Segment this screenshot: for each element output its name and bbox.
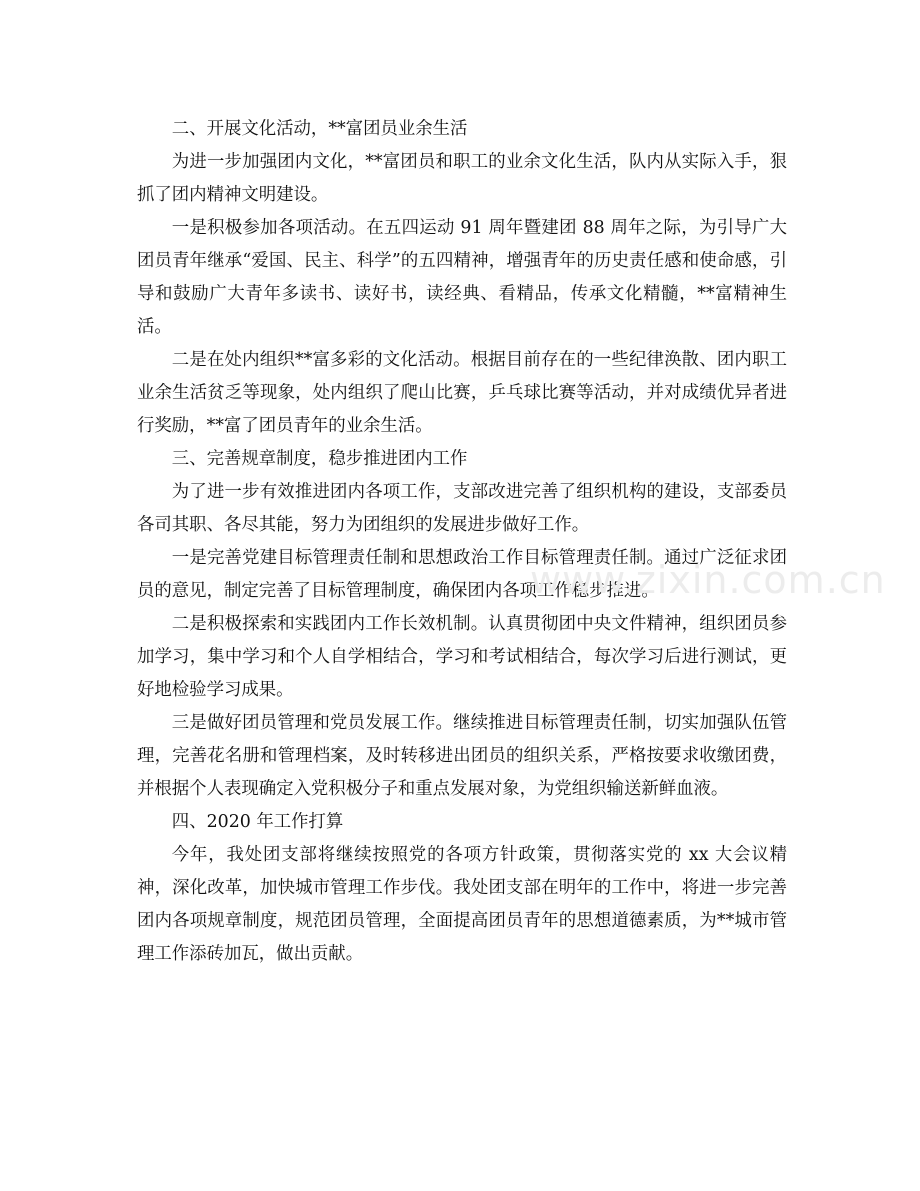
paragraph-mechanism: 二是积极探索和实践团内工作长效机制。认真贯彻团中央文件精神，组织团员参加学习，集中学习和个人自学相结合，学习和考试相结合，每次学习后进行测试，更好地检验学习成果。 <box>137 614 787 700</box>
paragraph-rules-intro: 为了进一步有效推进团内各项工作，支部改进完善了组织机构的建设，支部委员各司其职、各尽其能，努力为团组织的发展进步做好工作。 <box>137 482 787 535</box>
section-heading-plan: 四、2020 年工作打算 <box>171 812 344 832</box>
paragraph-culture-intro: 为进一步加强团内文化，**富团员和职工的业余文化生活，队内从实际入手，狠抓了团内精神文明建设。 <box>137 152 787 205</box>
section-heading-culture: 二、开展文化活动，**富团员业余生活 <box>171 119 468 139</box>
paragraph-activities: 一是积极参加各项活动。在五四运动 91 周年暨建团 88 周年之际，为引导广大团员青年继承“爱国、民主、科学”的五四精神，增强青年的历史责任感和使命感，引导和鼓励广大青年多读书、读好书，读经典、看精品，传承文化精髓，**富精神生活。 <box>137 218 787 337</box>
section-heading-rules: 三、完善规章制度，稳步推进团内工作 <box>171 449 468 469</box>
watermark: www.zixin.com.cn <box>530 558 886 602</box>
document-body <box>137 113 787 971</box>
paragraph-member-management: 三是做好团员管理和党员发展工作。继续推进目标管理责任制，切实加强队伍管理，完善花名册和管理档案，及时转移进出团员的组织关系，严格按要求收缴团费，并根据个人表现确定入党积极分子和重点发展对象，为党组织输送新鲜血液。 <box>137 713 787 799</box>
paragraph-responsibility: 一是完善党建目标管理责任制和思想政治工作目标管理责任制。通过广泛征求团员的意见，制定完善了目标管理制度，确保团内各项工作稳步推进。 <box>137 548 787 601</box>
paragraph-plan: 今年，我处团支部将继续按照党的各项方针政策，贯彻落实党的 xx 大会议精神，深化改革，加快城市管理工作步伐。我处团支部在明年的工作中，将进一步完善团内各项规章制度，规范团员管理，全面提高团员青年的思想道德素质，为**城市管理工作添砖加瓦，做出贡献。 <box>137 845 787 964</box>
paragraph-cultural-events: 二是在处内组织**富多彩的文化活动。根据目前存在的一些纪律涣散、团内职工业余生活贫乏等现象，处内组织了爬山比赛，乒乓球比赛等活动，并对成绩优异者进行奖励，**富了团员青年的业余生活。 <box>137 350 787 436</box>
